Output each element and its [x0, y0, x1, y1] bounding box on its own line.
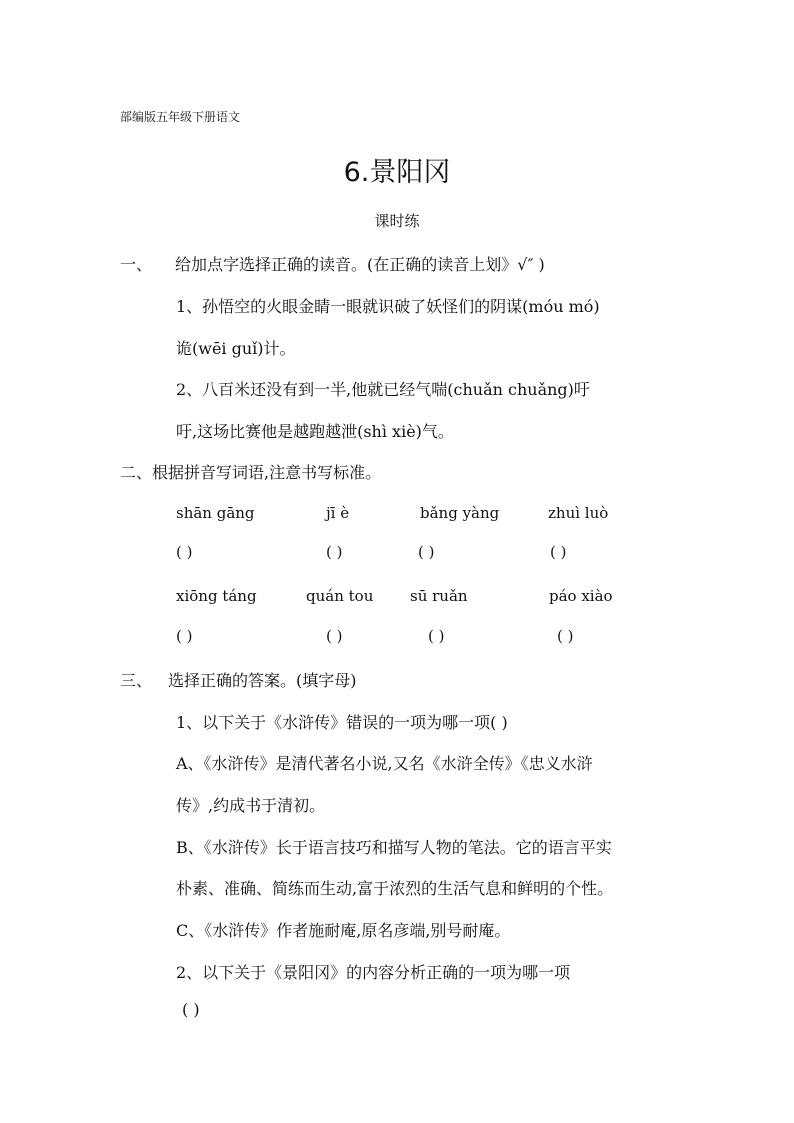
question-line: 2、以下关于《景阳冈》的内容分析正确的一项为哪一项	[176, 963, 571, 982]
answer-blank[interactable]: ( )	[176, 543, 193, 561]
section-3-title: 选择正确的答案。(填字母)	[168, 671, 357, 690]
document-header: 部编版五年级下册语文	[120, 110, 241, 124]
section-3-number: 三、	[120, 671, 153, 690]
section-1-line: 1、孙悟空的火眼金睛一眼就识破了妖怪们的阴谋(móu mó)	[176, 297, 600, 316]
section-1-heading	[120, 252, 545, 275]
answer-blank[interactable]: ( )	[176, 627, 193, 645]
section-1-number: 一、	[120, 255, 153, 274]
section-1-line: 吁,这场比赛他是越跑越泄(shì xiè)气。	[176, 422, 454, 441]
answer-blank[interactable]: ( )	[428, 627, 445, 645]
section-2-heading: 二、根据拼音写词语,注意书写标准。	[120, 463, 382, 482]
section-3-heading	[120, 668, 357, 691]
pinyin-item: xiōng táng	[176, 587, 257, 605]
answer-blank[interactable]: ( )	[326, 543, 343, 561]
pinyin-item: zhuì luò	[548, 504, 609, 522]
option-line: B、《水浒传》长于语言技巧和描写人物的笔法。它的语言平实	[176, 838, 612, 857]
option-line: C、《水浒传》作者施耐庵,原名彦端,别号耐庵。	[176, 921, 511, 940]
answer-blank[interactable]: ( )	[418, 543, 435, 561]
pinyin-item: páo xiào	[549, 587, 613, 605]
section-1-title: 给加点字选择正确的读音。(在正确的读音上划》√″ )	[175, 255, 545, 274]
section-1-line: 2、八百米还没有到一半,他就已经气喘(chuǎn chuǎng)吁	[176, 380, 590, 399]
option-line: 传》,约成书于清初。	[176, 796, 326, 815]
pinyin-item: bǎng yàng	[420, 504, 500, 522]
pinyin-item: jī è	[326, 504, 350, 522]
answer-blank[interactable]: ( )	[557, 627, 574, 645]
answer-blank[interactable]: ( )	[550, 543, 567, 561]
option-line: 朴素、准确、简练而生动,富于浓烈的生活气息和鲜明的个性。	[176, 879, 614, 898]
pinyin-item: sū ruǎn	[410, 587, 468, 605]
section-1-line: 诡(wēi guǐ)计。	[176, 339, 296, 358]
pinyin-item: shān gāng	[176, 504, 255, 522]
page-title: 6.景阳冈	[343, 157, 451, 188]
page-subtitle: 课时练	[374, 212, 420, 230]
answer-blank[interactable]: ( )	[326, 627, 343, 645]
option-line: A、《水浒传》是清代著名小说,又名《水浒全传》《忠义水浒	[176, 754, 593, 773]
question-line: 1、以下关于《水浒传》错误的一项为哪一项( )	[176, 713, 508, 732]
answer-blank[interactable]: ( )	[182, 1000, 200, 1019]
pinyin-item: quán tou	[306, 587, 374, 605]
